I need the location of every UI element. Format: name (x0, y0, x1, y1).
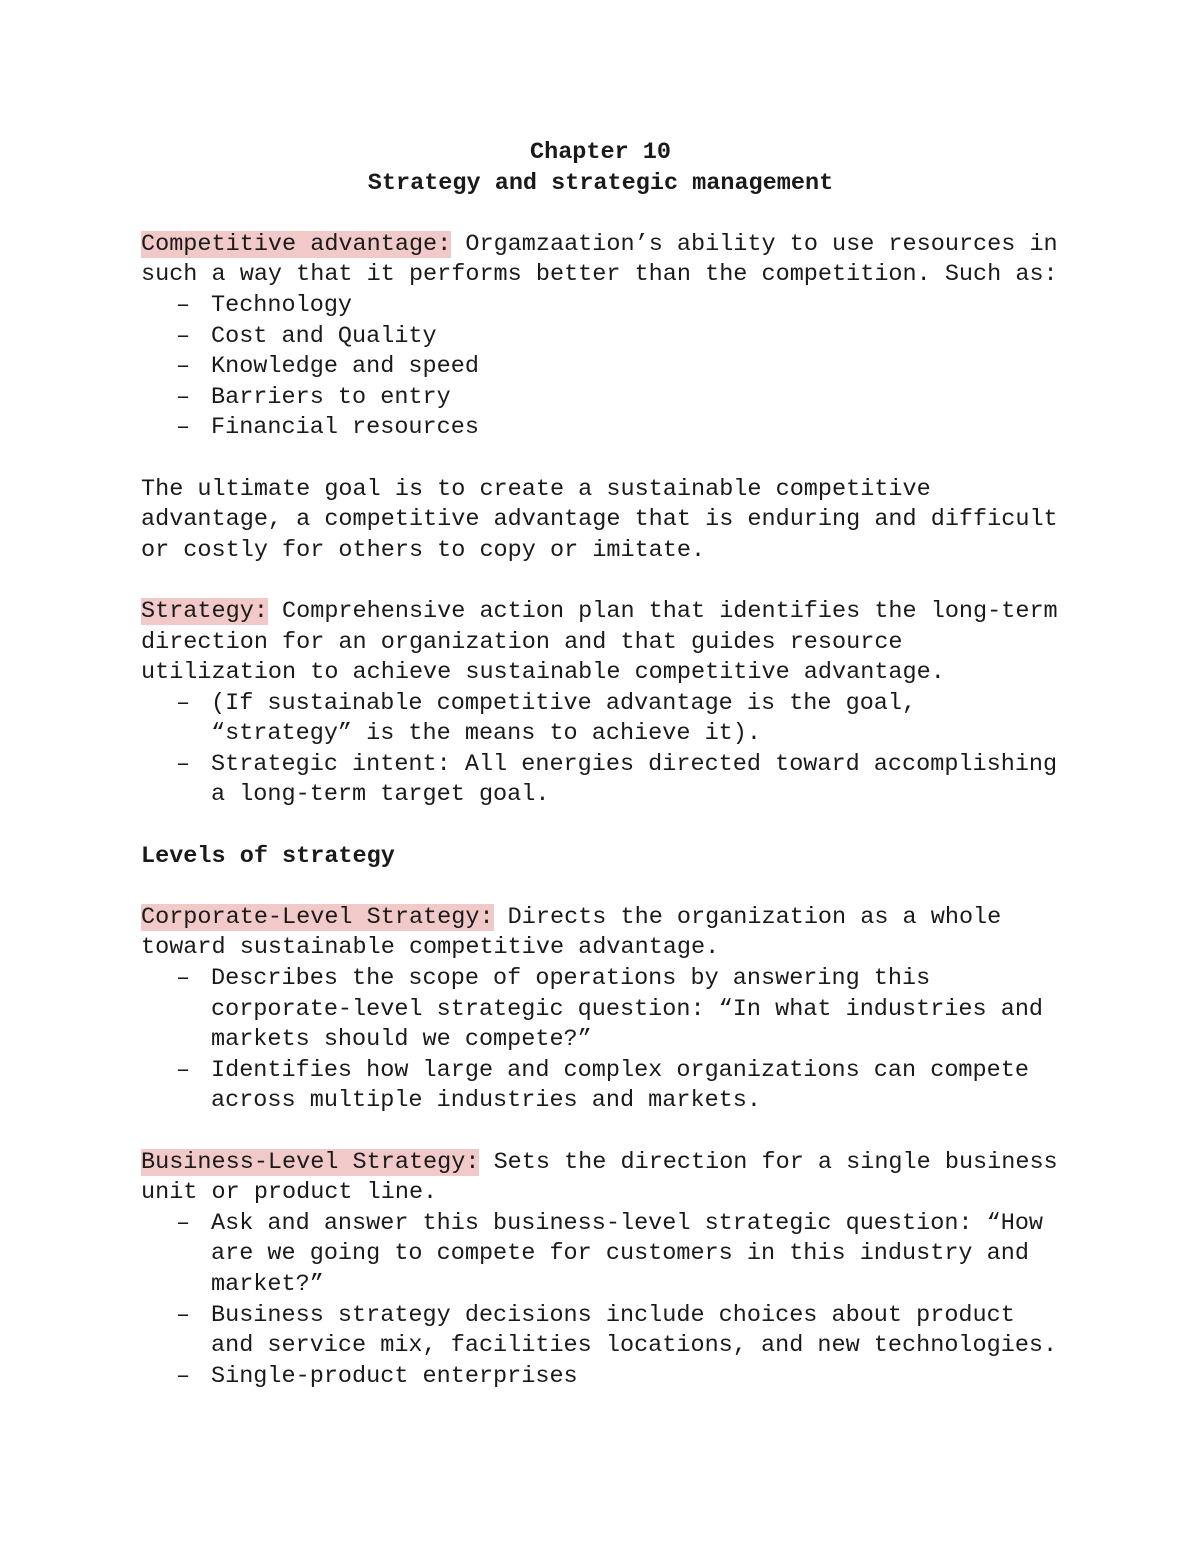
bullet-dash: – (176, 965, 191, 993)
bullet-dash: – (176, 1301, 191, 1329)
bullet-dash: – (176, 750, 191, 778)
list-item-continuation: are we going to compete for customers in this industry and (211, 1240, 1029, 1268)
list-item-continuation: a long-term target goal. (211, 781, 550, 809)
list-item: – Financial resources (141, 413, 1060, 444)
definition-text: direction for an organization and that guides resource (141, 628, 903, 656)
bullet-dash: – (176, 353, 191, 381)
chapter-subtitle: Strategy and strategic management (367, 169, 834, 197)
bullet-dash: – (176, 322, 191, 350)
definition-text: such a way that it performs better than the competition. Such as: (141, 261, 1058, 289)
list-item: – Ask and answer this business-level strategic question: “How (141, 1209, 1060, 1240)
spacer (141, 566, 1060, 597)
bullet-dash: – (176, 414, 191, 442)
list-item-continuation: across multiple industries and markets. (211, 1087, 761, 1115)
paragraph-line: The ultimate goal is to create a sustainable competitive (141, 475, 931, 503)
strategy-term: Strategy: (141, 597, 268, 625)
spacer (141, 811, 1060, 842)
list-item: – Technology (141, 291, 1060, 322)
competitive-advantage-term: Competitive advantage: (141, 230, 452, 258)
spacer (141, 199, 1060, 230)
bullet-dash: – (176, 383, 191, 411)
list-item-continuation: “strategy” is the means to achieve it). (211, 720, 761, 748)
list-item: – Knowledge and speed (141, 352, 1060, 383)
spacer (141, 444, 1060, 475)
definition-text: utilization to achieve sustainable competitive advantage. (141, 659, 945, 687)
list-item: – Single-product enterprises (141, 1362, 1060, 1393)
list-item-continuation: market?” (211, 1270, 324, 1298)
strategy-definition: Strategy: Comprehensive action plan that identifies the long-term (141, 597, 1058, 625)
list-item: – Cost and Quality (141, 322, 1060, 353)
list-item: – Identifies how large and complex organizations can compete (141, 1056, 1060, 1087)
section-heading: Levels of strategy (141, 842, 395, 870)
list-item: – Business strategy decisions include choices about product (141, 1301, 1060, 1332)
list-item: – Barriers to entry (141, 383, 1060, 414)
bullet-dash: – (176, 1209, 191, 1237)
bullet-dash: – (176, 689, 191, 717)
paragraph-line: or costly for others to copy or imitate. (141, 536, 706, 564)
business-strategy-definition: Business-Level Strategy: Sets the direction for a single business (141, 1148, 1058, 1176)
business-strategy-term: Business-Level Strategy: (141, 1148, 480, 1176)
definition-text: unit or product line. (141, 1179, 438, 1207)
bullet-dash: – (176, 291, 191, 319)
chapter-title: Chapter 10 (529, 139, 672, 166)
spacer (141, 872, 1060, 903)
list-item: – Strategic intent: All energies directed toward accomplishing (141, 750, 1060, 781)
list-item-continuation: and service mix, facilities locations, and new technologies. (211, 1332, 1058, 1360)
list-item-continuation: markets should we compete?” (211, 1026, 592, 1054)
corporate-strategy-term: Corporate-Level Strategy: (141, 903, 494, 931)
list-item: – Describes the scope of operations by answering this (141, 964, 1060, 995)
spacer (141, 1117, 1060, 1148)
list-item-continuation: corporate-level strategic question: “In what industries and (211, 995, 1044, 1023)
corporate-strategy-definition: Corporate-Level Strategy: Directs the organization as a whole (141, 903, 1002, 931)
definition-text: toward sustainable competitive advantage. (141, 934, 720, 962)
list-item: – (If sustainable competitive advantage is the goal, (141, 689, 1060, 720)
bullet-dash: – (176, 1056, 191, 1084)
competitive-advantage-definition: Competitive advantage: Orgamzaation’s ability to use resources in (141, 230, 1058, 258)
paragraph-line: advantage, a competitive advantage that is enduring and difficult (141, 506, 1058, 534)
bullet-dash: – (176, 1362, 191, 1390)
